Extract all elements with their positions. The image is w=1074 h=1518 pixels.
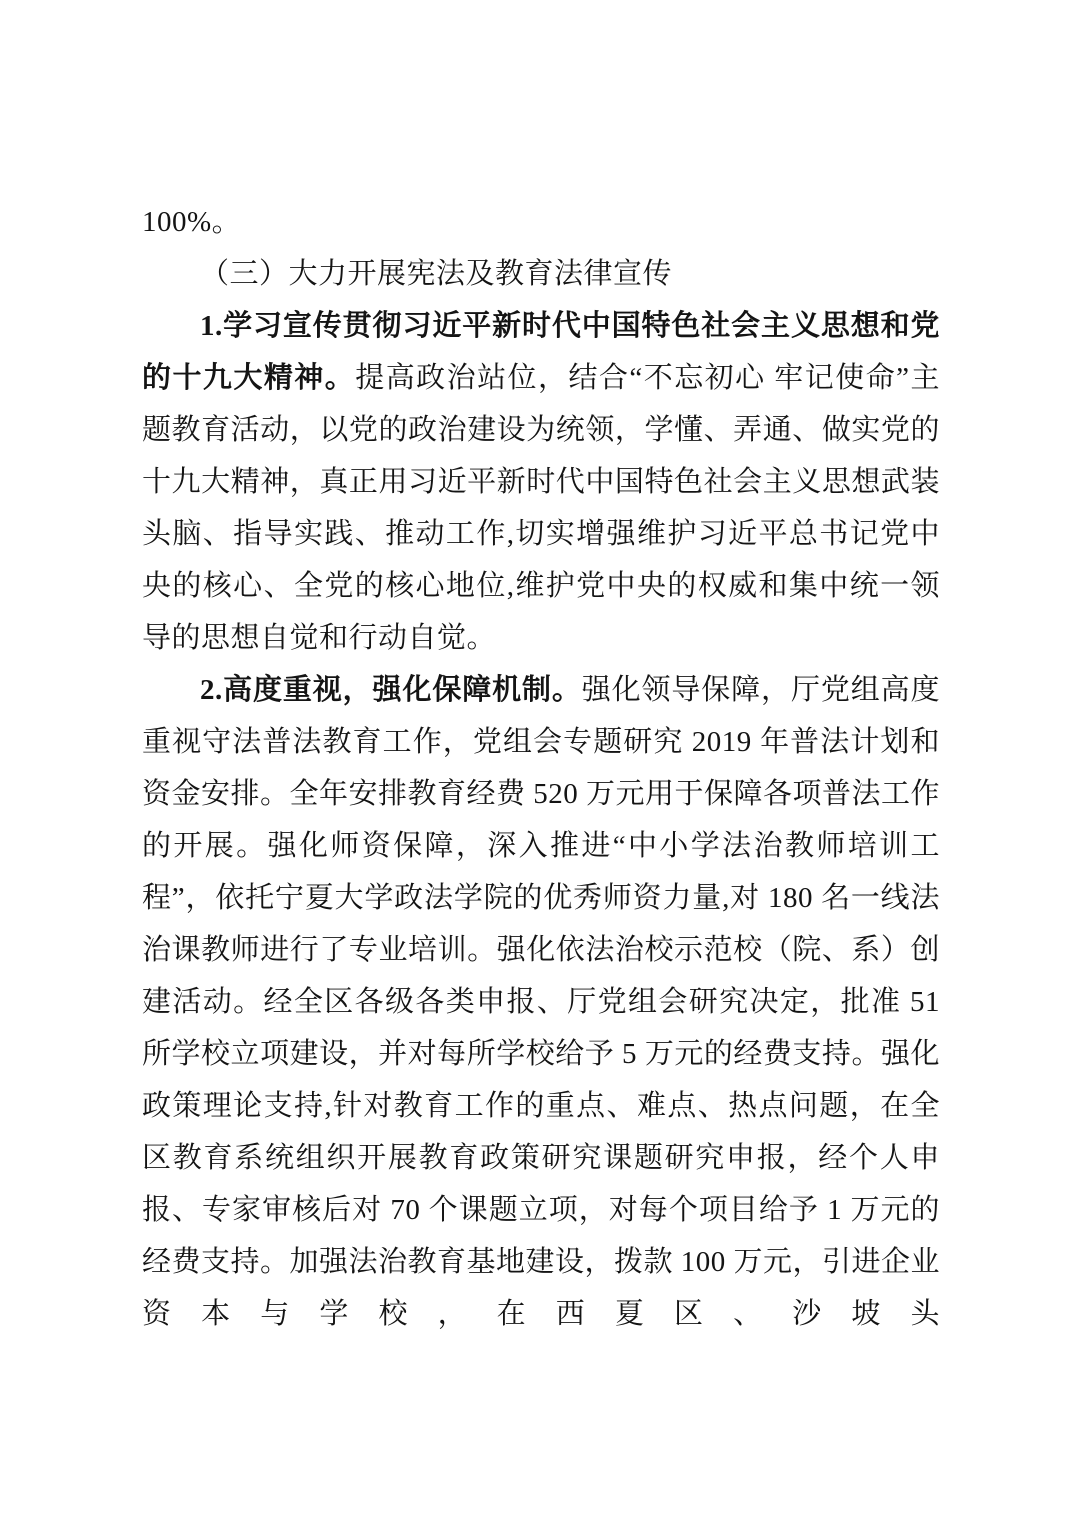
paragraph-1	[142, 300, 940, 664]
paragraph-continuation-line: 100%。	[142, 206, 242, 238]
paragraph-2	[142, 664, 940, 1340]
document-content	[142, 196, 940, 1340]
paragraph-1-lead: 1.学习宣传贯彻习近平新时代中国特色社会主义思想和党的十九大精神。	[142, 310, 940, 394]
paragraph-2-body: 强化领导保障，厅党组高度重视守法普法教育工作，党组会专题研究 2019 年普法计划和资金安排。全年安排教育经费 520 万元用于保障各项普法工作的开展。强化师资保障，深入推进“中小学法治教师培训工程”，依托宁夏大学政法学院的优秀师资力量,对 180 名一线法治课教师进行了专业培训。强化依法治校示范校（院、系）创建活动。经全区各级各类申报、厅党组会研究决定，批准 51 所学校立项建设，并对每所学校给予 5 万元的经费支持。强化政策理论支持,针对教育工作的重点、难点、热点问题，在全区教育系统组织开展教育政策研究课题研究申报，经个人申报、专家审核后对 70 个课题立项，对每个项目给予 1 万元的经费支持。加强法治教育基地建设，拨款 100 万元，引进企业资本与学校，在西夏区、沙坡头	[142, 674, 941, 1330]
paragraph-2-lead: 2.高度重视，强化保障机制。	[200, 674, 582, 706]
section-heading: （三）大力开展宪法及教育法律宣传	[200, 258, 673, 290]
paragraph-1-body: 提高政治站位，结合“不忘初心 牢记使命”主题教育活动，以党的政治建设为统领，学懂、弄通、做实党的十九大精神，真正用习近平新时代中国特色社会主义思想武装头脑、指导实践、推动工作,切实增强维护习近平总书记党中央的核心、全党的核心地位,维护党中央的权威和集中统一领导的思想自觉和行动自觉。	[142, 362, 940, 654]
